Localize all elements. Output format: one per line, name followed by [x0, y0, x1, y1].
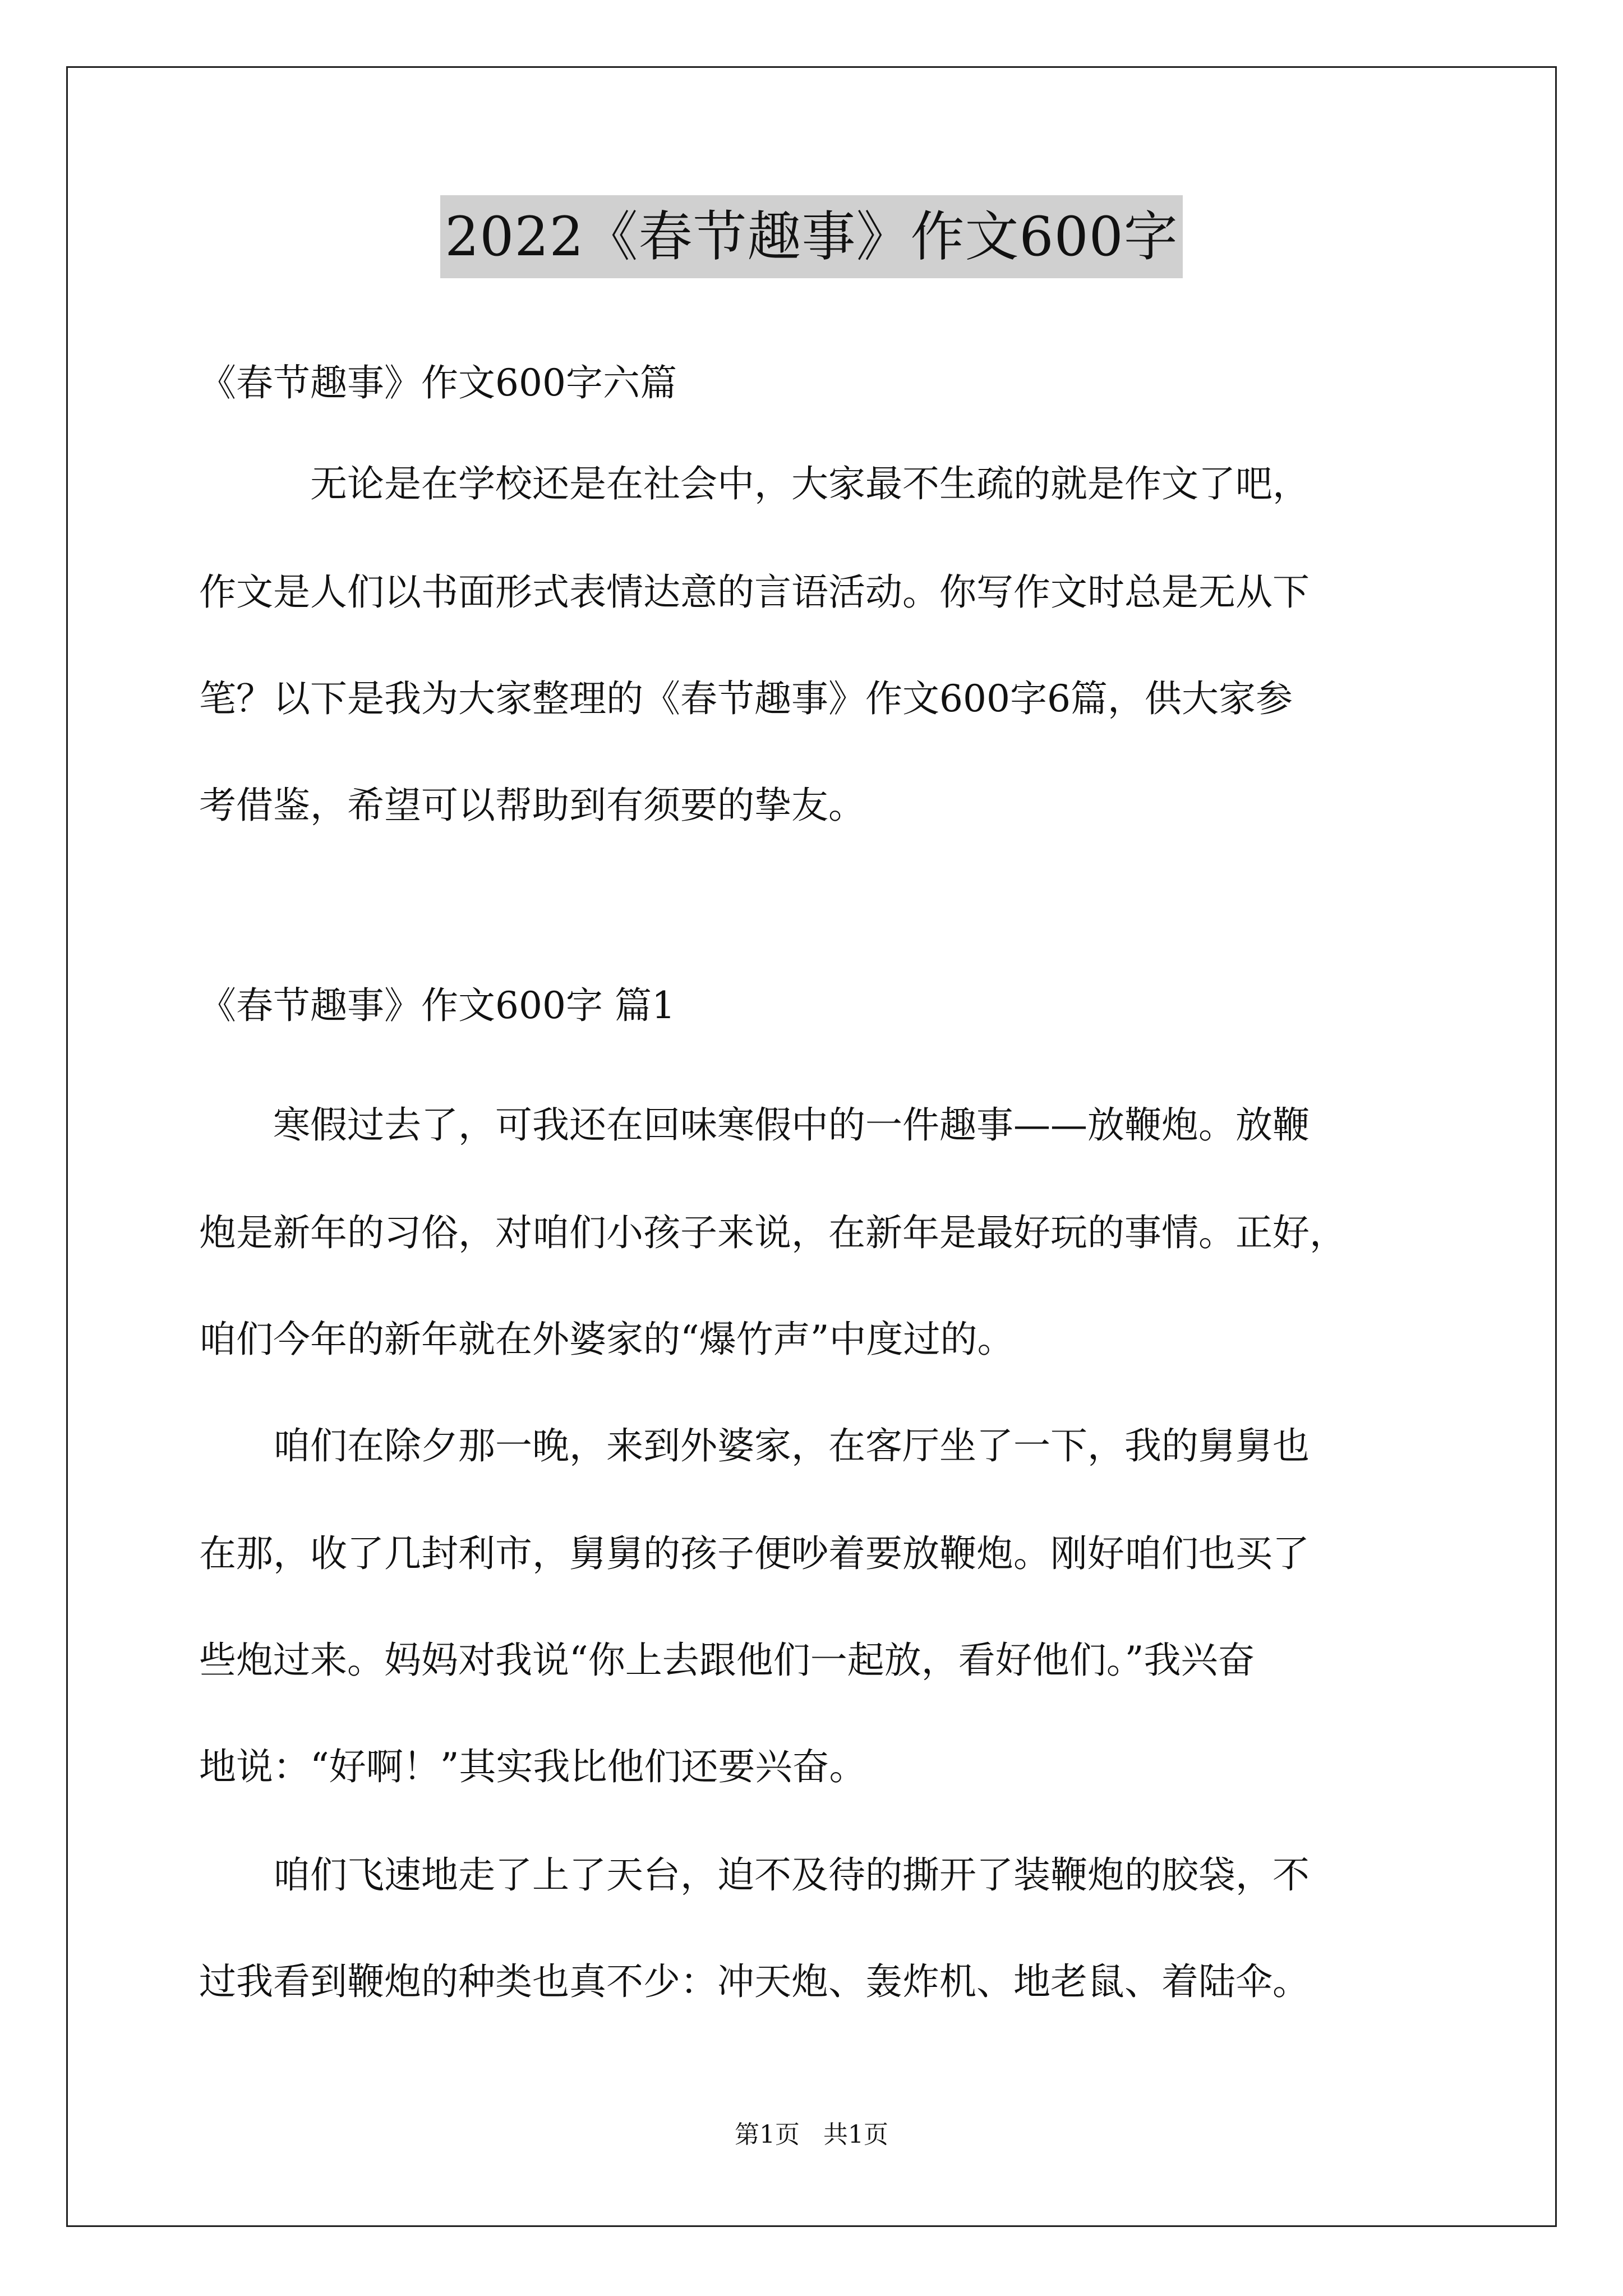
text-line: 些炮过来。妈妈对我说“你上去跟他们一起放，看好他们。”我兴奋: [199, 1639, 1255, 1682]
title-wrap: [0, 195, 1623, 278]
document-title: 2022《春节趣事》作文600字: [440, 195, 1183, 278]
text-line: 考借鉴，希望可以帮助到有须要的挚友。: [199, 784, 865, 827]
text-line: 过我看到鞭炮的种类也真不少：冲天炮、轰炸机、地老鼠、着陆伞。: [199, 1960, 1310, 2003]
page-total: 共1页: [823, 2120, 888, 2149]
text-line: 炮是新年的习俗，对咱们小孩子来说，在新年是最好玩的事情。正好，: [199, 1211, 1347, 1254]
text-line: 咱们今年的新年就在外婆家的“爆竹声”中度过的。: [199, 1318, 1015, 1361]
text-line: 作文是人们以书面形式表情达意的言语活动。你写作文时总是无从下: [199, 570, 1310, 614]
text-line: 咱们在除夕那一晚，来到外婆家，在客厅坐了一下，我的舅舅也: [199, 1424, 1310, 1467]
text-line: 无论是在学校还是在社会中，大家最不生疏的就是作文了吧，: [199, 462, 1310, 505]
page-footer: [0, 2118, 1623, 2152]
text-line: 地说：“好啊！”其实我比他们还要兴奋。: [199, 1745, 866, 1788]
page-number: 第1页: [735, 2120, 800, 2149]
section-heading: 《春节趣事》作文600字 篇1: [199, 984, 675, 1027]
text-line: 在那，收了几封利市，舅舅的孩子便吵着要放鞭炮。刚好咱们也买了: [199, 1532, 1310, 1575]
text-line: 笔？以下是我为大家整理的《春节趣事》作文600字6篇，供大家参: [199, 677, 1293, 720]
text-line: 咱们飞速地走了上了天台，迫不及待的撕开了装鞭炮的胶袋，不: [199, 1853, 1310, 1897]
subtitle-line: 《春节趣事》作文600字六篇: [199, 361, 677, 404]
text-line: 寒假过去了，可我还在回味寒假中的一件趣事——放鞭炮。放鞭: [199, 1103, 1310, 1147]
